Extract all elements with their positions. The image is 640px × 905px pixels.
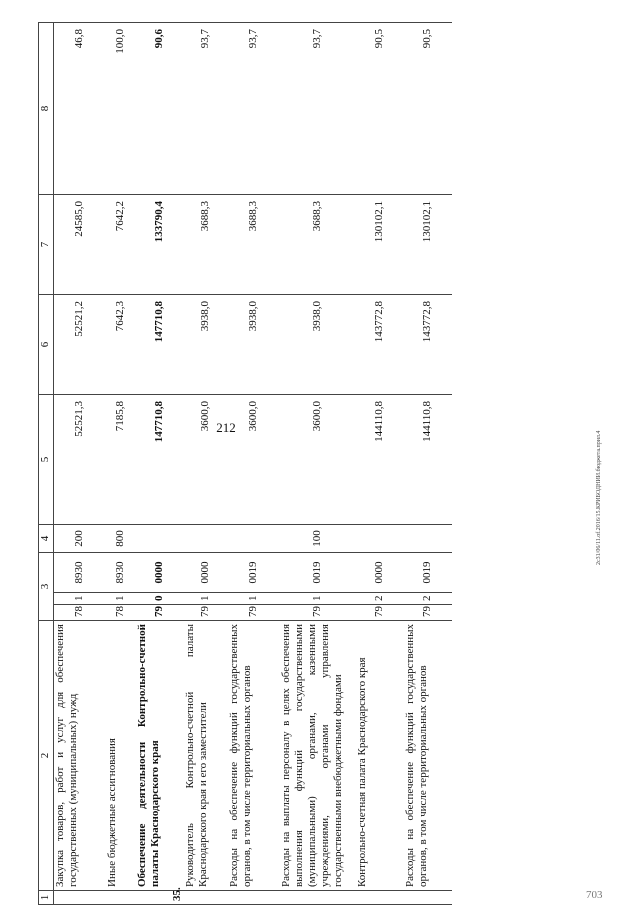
row-value-8: 93,7 (228, 22, 280, 194)
table-row (228, 22, 280, 904)
row-code-2: 1 (280, 593, 356, 605)
row-index (280, 891, 356, 905)
budget-table (38, 22, 452, 905)
row-value-5: 7185,8 (106, 394, 136, 524)
row-code-1: 79 (280, 605, 356, 621)
footer-path: 2c31/06/11.of.2016/15.КРИБОДНИИ.бюджета.прил.4 (596, 430, 602, 565)
header-row (39, 22, 54, 904)
row-code-1: 79 (228, 605, 280, 621)
row-value-8: 90,5 (356, 22, 404, 194)
row-code-3: 0000 (356, 552, 404, 592)
row-value-5: 3600,0 (228, 394, 280, 524)
row-value-5: 144110,8 (404, 394, 452, 524)
row-value-7: 130102,1 (356, 194, 404, 294)
row-code-1: 79 (136, 605, 184, 621)
table-row (356, 22, 404, 904)
row-code-4 (356, 524, 404, 552)
row-value-7: 133790,4 (136, 194, 184, 294)
row-name: Расходы на обеспечение функций государственных органов, в том числе территориальных органов (404, 621, 452, 891)
row-value-8: 93,7 (184, 22, 228, 194)
row-code-4 (184, 524, 228, 552)
row-code-4 (404, 524, 452, 552)
row-code-1: 79 (404, 605, 452, 621)
row-code-3: 0019 (228, 552, 280, 592)
row-index (356, 891, 404, 905)
row-index (404, 891, 452, 905)
row-index (228, 891, 280, 905)
row-name: Руководитель Контрольно-счетной палаты Краснодарского края и его заместители (184, 621, 228, 891)
row-value-6: 7642,3 (106, 294, 136, 394)
table-row (404, 22, 452, 904)
row-value-8: 100,0 (106, 22, 136, 194)
row-value-6: 3938,0 (228, 294, 280, 394)
table-row (280, 22, 356, 904)
row-code-2: 2 (404, 593, 452, 605)
table-row (106, 22, 136, 904)
row-code-3: 0000 (184, 552, 228, 592)
table-row (184, 22, 228, 904)
row-code-3: 8930 (106, 552, 136, 592)
row-value-7: 3688,3 (184, 194, 228, 294)
row-index (184, 891, 228, 905)
row-index (54, 891, 106, 905)
header-col-8: 8 (39, 22, 54, 194)
header-col-1: 1 (39, 891, 54, 905)
row-code-2: 2 (356, 593, 404, 605)
row-code-3: 8930 (54, 552, 106, 592)
header-col-5: 5 (39, 394, 54, 524)
table-row (136, 22, 184, 904)
row-value-6: 3938,0 (280, 294, 356, 394)
row-name: Закупка товаров, работ и услуг для обеспечения государственных (муниципальных) нужд (54, 621, 106, 891)
row-value-5: 147710,8 (136, 394, 184, 524)
row-code-4: 100 (280, 524, 356, 552)
row-value-5: 3600,0 (184, 394, 228, 524)
row-index: 35. (136, 891, 184, 905)
row-code-3: 0000 (136, 552, 184, 592)
row-value-8: 90,5 (404, 22, 452, 194)
header-col-6: 6 (39, 294, 54, 394)
row-code-2: 1 (106, 593, 136, 605)
row-code-1: 78 (54, 605, 106, 621)
row-name: Обеспечение деятельности Контрольно-счетной палаты Краснодарского края (136, 621, 184, 891)
row-code-2: 1 (54, 593, 106, 605)
row-value-7: 3688,3 (280, 194, 356, 294)
row-code-1: 79 (356, 605, 404, 621)
row-value-5: 144110,8 (356, 394, 404, 524)
row-code-2: 0 (136, 593, 184, 605)
row-code-4: 800 (106, 524, 136, 552)
row-index (106, 891, 136, 905)
row-code-3: 0019 (404, 552, 452, 592)
row-value-7: 7642,2 (106, 194, 136, 294)
row-value-6: 143772,8 (356, 294, 404, 394)
row-value-6: 143772,8 (404, 294, 452, 394)
row-value-7: 3688,3 (228, 194, 280, 294)
header-col-3: 3 (39, 552, 54, 620)
row-value-7: 130102,1 (404, 194, 452, 294)
corner-number: 703 (586, 889, 603, 901)
row-code-4: 200 (54, 524, 106, 552)
row-value-6: 147710,8 (136, 294, 184, 394)
row-value-8: 46,8 (54, 22, 106, 194)
row-code-4 (228, 524, 280, 552)
row-name: Иные бюджетные ассигнования (106, 621, 136, 891)
row-name: Контрольно-счетная палата Краснодарского края (356, 621, 404, 891)
header-col-2: 2 (39, 621, 54, 891)
row-name: Расходы на выплаты персоналу в целях обеспечения выполнения функций государственными (муниципальными) органами, казенными учреждениями, органами управления государственными внебюджетными фондами (280, 621, 356, 891)
row-code-4 (136, 524, 184, 552)
row-code-2: 1 (184, 593, 228, 605)
row-code-2: 1 (228, 593, 280, 605)
row-code-3: 0019 (280, 552, 356, 592)
header-col-4: 4 (39, 524, 54, 552)
table-row (54, 22, 106, 904)
row-value-8: 90,6 (136, 22, 184, 194)
row-code-1: 78 (106, 605, 136, 621)
row-name: Расходы на обеспечение функций государственных органов, в том числе территориальных органов (228, 621, 280, 891)
row-code-1: 79 (184, 605, 228, 621)
header-col-7: 7 (39, 194, 54, 294)
row-value-8: 93,7 (280, 22, 356, 194)
row-value-6: 3938,0 (184, 294, 228, 394)
page-number: 212 (216, 420, 236, 435)
row-value-5: 3600,0 (280, 394, 356, 524)
row-value-6: 52521,2 (54, 294, 106, 394)
row-value-7: 24585,0 (54, 194, 106, 294)
row-value-5: 52521,3 (54, 394, 106, 524)
